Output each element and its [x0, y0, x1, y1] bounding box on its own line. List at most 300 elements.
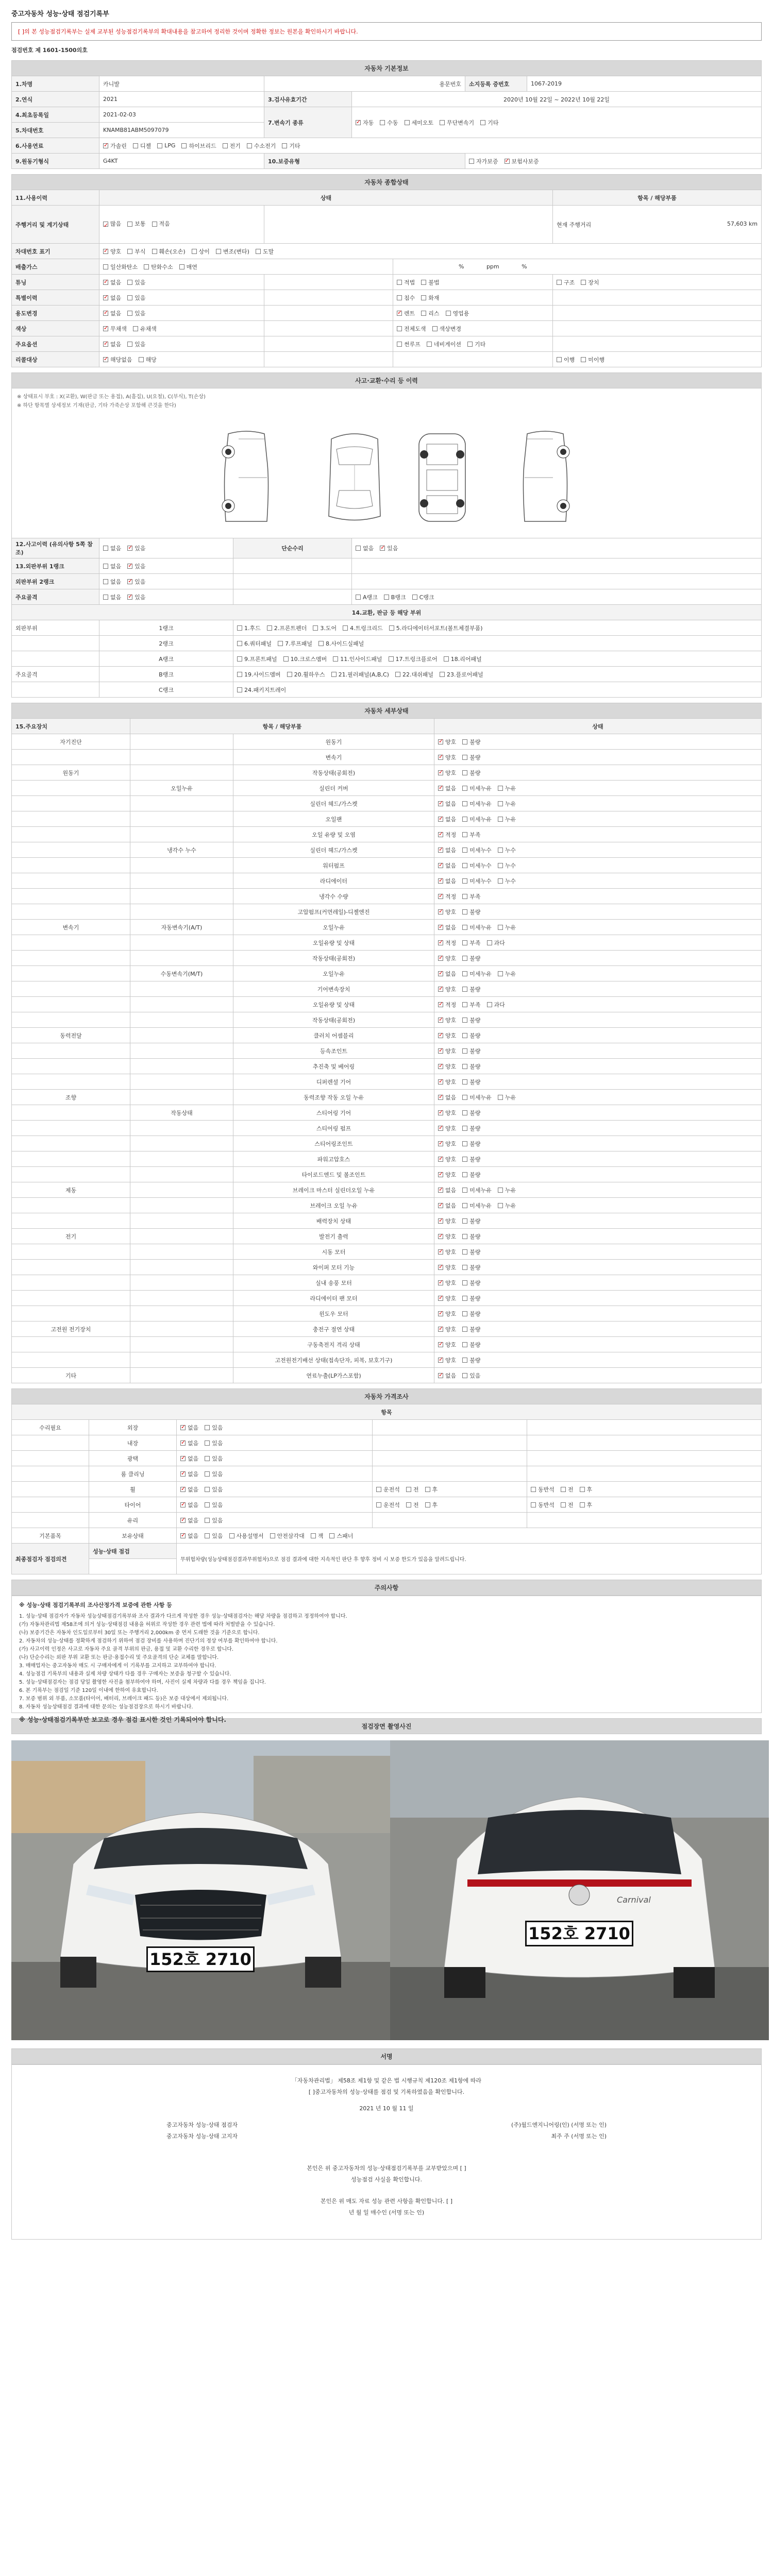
option-label: 적음 [159, 220, 170, 227]
option-checkbox [237, 624, 261, 632]
option-checkbox [438, 1217, 456, 1225]
car-right-side-icon [507, 429, 584, 527]
checkbox-icon [462, 1249, 467, 1255]
basic-items-label: 기본품목 [12, 1528, 89, 1544]
detail-state [434, 1028, 762, 1043]
price-group-cell [12, 1420, 89, 1435]
option-label: 없음 [110, 294, 122, 301]
option-label: 불량 [469, 1295, 481, 1302]
detail-row [12, 889, 762, 904]
checkbox-icon [282, 143, 287, 148]
checkbox-icon [467, 342, 473, 347]
detail-item: 파워고압호스 [233, 1151, 434, 1167]
price-extra-y [527, 1497, 762, 1513]
price-options [177, 1466, 373, 1482]
checkbox-icon [462, 817, 467, 822]
part-group-cell [12, 651, 99, 667]
part-group-cell [12, 620, 99, 636]
detail-sub [130, 827, 233, 842]
option-label: 22.대쉬패널 [402, 671, 433, 678]
detail-row [12, 811, 762, 827]
detail-state [434, 1291, 762, 1306]
part-options [233, 667, 762, 682]
option-label: 없음 [445, 970, 457, 977]
checkbox-icon [438, 1249, 443, 1255]
checkbox-icon [103, 342, 108, 347]
detail-group [12, 781, 130, 796]
option-label: 보통 [135, 220, 146, 227]
checkbox-icon [440, 672, 445, 677]
checkbox-icon [181, 143, 187, 148]
option-checkbox [192, 247, 210, 256]
buyer-line-1: 본인은 위 중고자동차의 성능·상태점검기록부를 교부받았으며 [ ] [307, 2165, 466, 2172]
option-label: 적정 [445, 893, 457, 900]
option-checkbox [438, 1201, 456, 1210]
option-label: 후 [432, 1501, 438, 1509]
checkbox-icon [283, 656, 289, 662]
option-label: 전기 [229, 142, 241, 149]
detail-state [434, 1321, 762, 1337]
checkbox-icon [237, 672, 242, 677]
vin-value: KNAMB81ABM5097079 [99, 123, 264, 138]
checkbox-icon [311, 1533, 316, 1538]
signer-2-name: 최주 주 (서명 또는 인) [551, 2133, 607, 2140]
option-label: 후 [586, 1501, 593, 1509]
option-checkbox [462, 769, 480, 777]
detail-state [434, 935, 762, 951]
option-checkbox [462, 1078, 480, 1086]
option-label: 5.라디에이터서포트(볼트체결부품) [396, 624, 483, 632]
checkbox-icon [438, 1033, 443, 1038]
option-label: 미세누수 [469, 862, 492, 869]
option-checkbox [462, 1155, 480, 1163]
option-checkbox [103, 325, 127, 333]
overall-row [12, 275, 762, 290]
damage-legend [12, 388, 761, 414]
option-label: 누유 [505, 924, 516, 931]
detail-item: 냉각수 수량 [233, 889, 434, 904]
detail-sub: 오일누유 [130, 781, 233, 796]
option-checkbox [205, 1516, 223, 1524]
sign-line-2: [ ]중고자동차의 성능·상태를 점검 및 기록하였음을 확인합니다. [308, 2089, 465, 2095]
option-checkbox [180, 1423, 198, 1432]
damage-row-b [352, 538, 762, 558]
detail-item: 디퍼렌셜 기어 [233, 1074, 434, 1090]
detail-state [434, 1368, 762, 1383]
option-label: 있음 [135, 545, 146, 552]
option-label: 양호 [445, 955, 457, 962]
overall-row-c [553, 352, 762, 367]
warranty-label: 10.보증유형 [264, 154, 465, 169]
checkbox-icon [462, 894, 467, 899]
option-checkbox [438, 1294, 456, 1302]
detail-item: 와이퍼 모터 기능 [233, 1260, 434, 1275]
notes-line: 5. 성능·상태점검자는 점검 당일 촬영한 사진을 첨부하여야 하며, 사진이 실제 차량과 다를 경우 책임을 집니다. [19, 1680, 266, 1685]
detail-group: 원동기 [12, 765, 130, 781]
checkbox-icon [421, 311, 426, 316]
damage-row-a [99, 589, 233, 605]
overall-row-b [393, 290, 553, 306]
notes-box [11, 1596, 762, 1723]
option-label: 없음 [110, 310, 122, 317]
option-checkbox [333, 655, 382, 663]
sign-date: 2021 년 10 월 11 일 [359, 2105, 414, 2112]
option-label: 도말 [262, 248, 274, 255]
option-label: 부족 [469, 893, 481, 900]
option-checkbox [462, 892, 480, 901]
option-label: 양호 [445, 1264, 457, 1271]
overall-rows [12, 275, 762, 367]
overall-row-b [393, 352, 553, 367]
checkbox-icon [205, 1440, 210, 1446]
option-label: 일산화탄소 [110, 263, 138, 270]
detail-sub [130, 1151, 233, 1167]
detail-row [12, 1352, 762, 1368]
detail-item: 원동기 [233, 734, 434, 750]
detail-sub [130, 1136, 233, 1151]
checkbox-icon [462, 770, 467, 775]
checkbox-icon [580, 1502, 585, 1507]
notes-title: ※ 성능·상태 점검기록부의 조사산정가격 보증에 관한 사항 등 [19, 1602, 172, 1608]
option-label: 없음 [445, 924, 457, 931]
checkbox-icon [331, 672, 337, 677]
detail-group [12, 842, 130, 858]
detail-sub [130, 1260, 233, 1275]
detail-head-device: 15.주요장치 [12, 719, 130, 734]
option-label: 양호 [445, 1217, 457, 1225]
option-checkbox [462, 1124, 480, 1132]
section-price: 자동차 가격조사 [12, 1389, 762, 1404]
option-label: 구조 [564, 279, 575, 286]
option-label: 변조(변타) [223, 248, 249, 255]
detail-group [12, 1244, 130, 1260]
option-checkbox [133, 325, 157, 333]
option-label: 디젤 [140, 142, 152, 149]
detail-sub [130, 811, 233, 827]
signer-1-name: (주)월드엔지니어링(인) (서명 또는 인) [511, 2122, 607, 2128]
option-checkbox [438, 1093, 456, 1101]
detail-group [12, 1260, 130, 1275]
checkbox-icon [389, 625, 394, 631]
detail-state [434, 997, 762, 1012]
option-checkbox [462, 1371, 480, 1380]
option-checkbox [438, 970, 456, 978]
checkbox-icon [397, 280, 402, 285]
notes-line: (가) 사고이력 인정은 사고로 자동차 주요 골격 부위의 판금, 용접 및 교환 수리한 경우로 합니다. [19, 1647, 234, 1652]
checkbox-icon [152, 222, 157, 227]
checkbox-icon [487, 1002, 492, 1007]
checkbox-icon [462, 1327, 467, 1332]
option-checkbox [462, 1325, 480, 1333]
option-checkbox [444, 655, 482, 663]
detail-state [434, 920, 762, 935]
option-checkbox [462, 753, 480, 761]
checkbox-icon [133, 326, 138, 331]
checkbox-icon [406, 1487, 411, 1492]
checkbox-icon [462, 1358, 467, 1363]
checkbox-icon [438, 801, 443, 806]
checkbox-icon [462, 786, 467, 791]
part-rank: 2랭크 [99, 636, 233, 651]
option-checkbox [103, 309, 121, 317]
detail-state [434, 734, 762, 750]
detail-row [12, 1090, 762, 1105]
option-label: 8.사이드실패널 [326, 640, 364, 647]
option-checkbox [389, 655, 438, 663]
checkbox-icon [127, 342, 132, 347]
option-checkbox [446, 309, 469, 317]
detail-item: 충전구 절연 상태 [233, 1321, 434, 1337]
checkbox-icon [438, 987, 443, 992]
option-label: 불량 [469, 1233, 481, 1240]
option-checkbox [229, 1532, 264, 1540]
photos-area [11, 1734, 762, 2048]
checkbox-icon [329, 1533, 334, 1538]
option-label: 불량 [469, 955, 481, 962]
option-checkbox [438, 877, 456, 885]
option-checkbox [421, 278, 439, 286]
detail-group [12, 1105, 130, 1121]
checkbox-icon [462, 1280, 467, 1285]
notes-line: (나) 보증기간은 자동차 인도일로부터 30일 또는 주행거리 2,000km 중 먼저 도래한 것을 기준으로 합니다. [19, 1630, 260, 1636]
price-extra-y [527, 1482, 762, 1497]
damage-row-a [99, 538, 233, 558]
option-label: 양호 [445, 1233, 457, 1240]
part-row [12, 667, 762, 682]
part-group-label: 주요골격 [15, 671, 38, 678]
option-checkbox [438, 1109, 456, 1117]
part-options [233, 620, 762, 636]
checkbox-icon [498, 1203, 503, 1208]
option-checkbox [462, 831, 480, 839]
detail-item: 추진축 및 베어링 [233, 1059, 434, 1074]
sign-header-table [11, 2048, 762, 2064]
part-options [233, 636, 762, 651]
option-checkbox [531, 1501, 554, 1509]
detail-head-item: 항목 / 해당부품 [130, 719, 434, 734]
checkbox-icon [438, 925, 443, 930]
checkbox-icon [389, 656, 394, 662]
option-checkbox [421, 294, 439, 302]
option-label: 없음 [110, 279, 122, 286]
checkbox-icon [180, 1533, 186, 1538]
sign-line-1: 「자동차관리법」 제58조 제1항 및 같은 법 시행규칙 제120조 제1항에 따라 [291, 2077, 482, 2084]
checkbox-icon [438, 1188, 443, 1193]
checkbox-icon [438, 1327, 443, 1332]
option-label: 전체도색 [404, 325, 426, 332]
detail-group: 동력전달 [12, 1028, 130, 1043]
option-label: 불량 [469, 1047, 481, 1055]
checkbox-icon [139, 357, 144, 362]
price-item: 내장 [89, 1435, 177, 1451]
detail-item: 오일유량 및 상태 [233, 997, 434, 1012]
detail-item: 라디에이터 [233, 873, 434, 889]
emission-label: 배출가스 [12, 259, 99, 275]
detail-state [434, 1151, 762, 1167]
checkbox-icon [498, 1095, 503, 1100]
car-name-value: 카니발 [99, 76, 264, 92]
option-checkbox [438, 923, 456, 931]
first-registration-value: 2021-02-03 [99, 107, 264, 123]
checkbox-icon [376, 1502, 381, 1507]
price-options [177, 1435, 373, 1451]
option-label: 11.인사이드패널 [340, 655, 382, 663]
option-label: 양호 [445, 1016, 457, 1024]
checkbox-icon [462, 1265, 467, 1270]
option-checkbox [425, 1485, 438, 1494]
option-checkbox [205, 1423, 223, 1432]
detail-state [434, 781, 762, 796]
detail-group [12, 1043, 130, 1059]
option-checkbox [179, 263, 197, 271]
option-checkbox [127, 593, 145, 601]
detail-sub [130, 981, 233, 997]
option-label: 불량 [469, 1063, 481, 1070]
signer-row-2 [22, 2131, 751, 2142]
detail-item: 연료누출(LP가스포함) [233, 1368, 434, 1383]
option-checkbox [438, 831, 456, 839]
vin-marking-options [99, 244, 762, 259]
transmission-options [352, 107, 762, 138]
detail-sub [130, 1213, 233, 1229]
checkbox-icon [438, 739, 443, 744]
checkbox-icon [462, 1126, 467, 1131]
option-label: 불량 [469, 1171, 481, 1178]
detail-state [434, 981, 762, 997]
option-checkbox [438, 954, 456, 962]
checkbox-icon [127, 579, 132, 584]
option-label: 미세누유 [469, 970, 492, 977]
checkbox-icon [343, 625, 348, 631]
option-label: 양호 [445, 1078, 457, 1086]
option-checkbox [331, 670, 389, 679]
option-label: 있음 [387, 545, 398, 552]
option-label: 기타 [475, 341, 486, 348]
option-checkbox [438, 1001, 456, 1009]
detail-item: 기어변속장치 [233, 981, 434, 997]
detail-row [12, 796, 762, 811]
option-label: 있음 [212, 1455, 223, 1462]
option-label: 잭 [317, 1532, 324, 1539]
basic-info-table [11, 60, 762, 169]
option-checkbox [438, 1248, 456, 1256]
option-label: 1.후드 [244, 624, 261, 632]
checkbox-icon [498, 848, 503, 853]
emission-units [393, 259, 762, 275]
checkbox-icon [462, 801, 467, 806]
checkbox-icon [397, 326, 402, 331]
option-checkbox [462, 1001, 480, 1009]
checkbox-icon [438, 1126, 443, 1131]
detail-row [12, 1368, 762, 1383]
option-checkbox [462, 1171, 480, 1179]
emission-options [99, 259, 393, 275]
detail-group [12, 858, 130, 873]
option-label: 양호 [445, 1156, 457, 1163]
option-label: 있음 [212, 1424, 223, 1431]
option-checkbox [462, 923, 492, 931]
checkbox-icon [256, 249, 261, 254]
option-label: 9.프론트패널 [244, 655, 277, 663]
checkbox-icon [462, 909, 467, 914]
section-basic: 자동차 기본정보 [12, 61, 762, 76]
checkbox-icon [103, 249, 108, 254]
notice-box: [ ]의 본 성능점검기록부는 실제 교부된 성능점검기록부의 확대내용을 참고하여 정리한 것이며 정확한 정보는 원본을 확인하시기 바랍니다. [11, 22, 762, 41]
option-label: 없음 [363, 545, 374, 552]
option-label: 있음 [212, 1470, 223, 1478]
checkbox-icon [462, 1064, 467, 1069]
checkbox-icon [205, 1518, 210, 1523]
option-checkbox [462, 908, 480, 916]
option-label: 누수 [505, 877, 516, 885]
option-label: 전 [413, 1501, 419, 1509]
detail-group: 자기진단 [12, 734, 130, 750]
detail-state [434, 827, 762, 842]
mileage-option-list [103, 218, 260, 231]
option-label: 이행 [564, 356, 575, 363]
checkbox-icon [133, 143, 138, 148]
option-label: 사용설명서 [236, 1532, 264, 1539]
front-plate: 152호 2710 [146, 1946, 255, 1972]
checkbox-icon [438, 1172, 443, 1177]
checkbox-icon [205, 1425, 210, 1430]
option-label: 렌트 [404, 310, 415, 317]
checkbox-icon [462, 1296, 467, 1301]
option-label: 불량 [469, 1156, 481, 1163]
checkbox-icon [462, 1342, 467, 1347]
detail-row [12, 997, 762, 1012]
damage-row [12, 574, 762, 589]
detail-state [434, 765, 762, 781]
option-label: 미세누유 [469, 1202, 492, 1209]
option-checkbox [462, 1201, 492, 1210]
part-rank: 1랭크 [99, 620, 233, 636]
option-label: 하이브리드 [189, 142, 216, 149]
option-label: 적정 [445, 939, 457, 946]
price-extra-y [527, 1466, 762, 1482]
detail-state [434, 1337, 762, 1352]
detail-item: 오일누유 [233, 920, 434, 935]
option-checkbox [376, 1501, 400, 1509]
detail-sub [130, 1321, 233, 1337]
option-checkbox [438, 1325, 456, 1333]
option-checkbox [438, 1310, 456, 1318]
overall-row [12, 352, 762, 367]
option-label: 없음 [445, 785, 457, 792]
option-label: 자가보증 [476, 158, 498, 165]
option-checkbox [580, 1485, 593, 1494]
option-checkbox [462, 1109, 480, 1117]
option-label: 누유 [505, 816, 516, 823]
option-label: 있음 [469, 1372, 481, 1379]
option-checkbox [438, 1047, 456, 1055]
detail-sub [130, 858, 233, 873]
checkbox-icon [561, 1502, 566, 1507]
detail-state [434, 1275, 762, 1291]
detail-item: 발전기 출력 [233, 1229, 434, 1244]
detail-row [12, 1012, 762, 1028]
detail-group [12, 750, 130, 765]
option-label: 전 [567, 1486, 574, 1493]
checkbox-icon [462, 1095, 467, 1100]
checkbox-icon [397, 311, 402, 316]
option-label: 네비게이션 [433, 341, 462, 348]
detail-row [12, 1167, 762, 1182]
option-checkbox [380, 544, 398, 552]
detail-group: 전기 [12, 1229, 130, 1244]
checkbox-icon [247, 143, 252, 148]
option-label: 불량 [469, 1016, 481, 1024]
